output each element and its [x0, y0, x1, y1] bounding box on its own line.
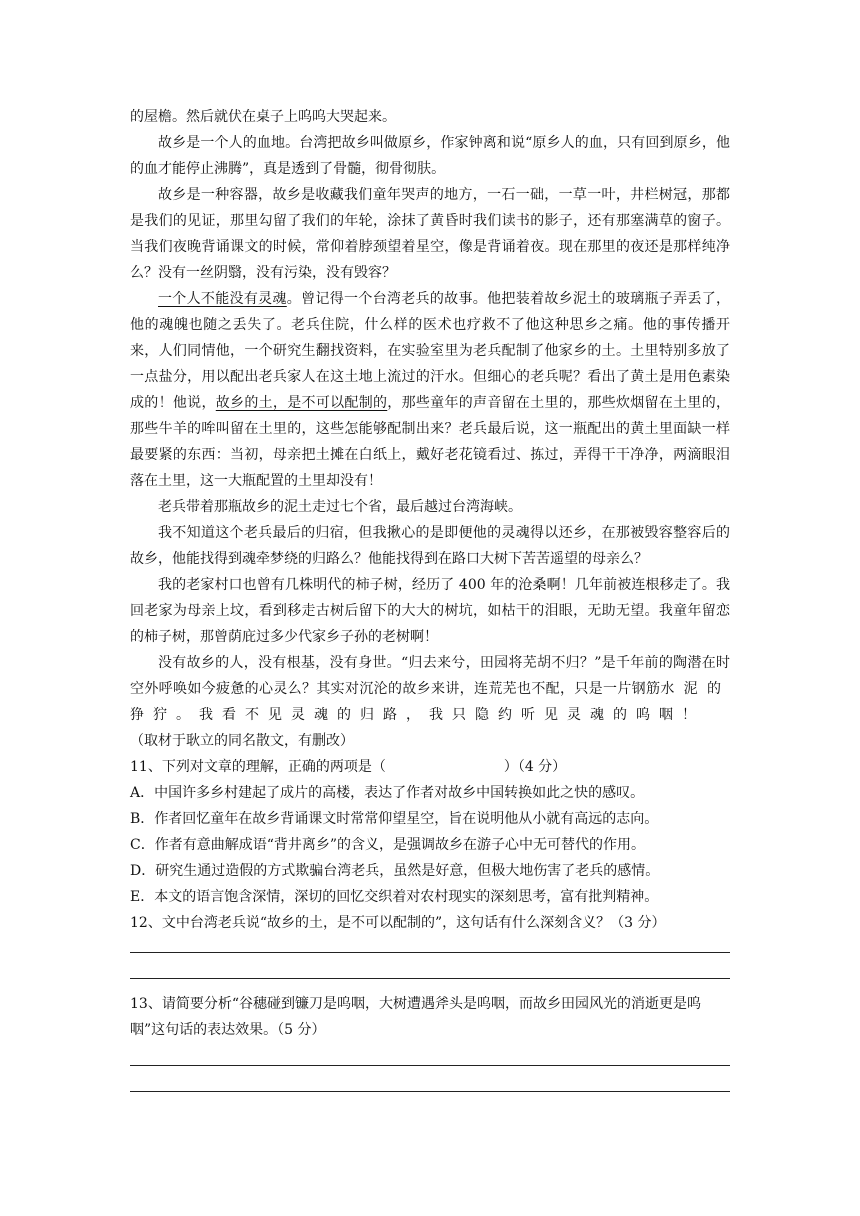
underlined-sentence-soil: 故乡的土，是不可以配制的 — [215, 395, 388, 411]
question-11-score: ）（4 分） — [503, 759, 567, 775]
question-11-stem: 11、下列对文章的理解，正确的两项是（ — [130, 759, 386, 775]
passage-paragraph-7-part-b: 水泥的狰狞。我看不见灵魂的归路，我只隐约听见灵魂的呜咽！ — [130, 681, 731, 723]
exam-page — [130, 104, 730, 1092]
passage-paragraph-3-part-a: 。曾记得一个台湾老兵的故事。他把装着故乡泥土的玻璃瓶子弄丢了，他的魂魄也随之丢失了。老兵住院，什么样的医术也疗救不了他这种思乡之痛。他的事传播开来，人们同情他，一个研究生翻找资料，在实验室里为老兵配制了他家乡的土。土里特别多放了一点盐分，用以配出老兵家人在这土地上流过的汗水。但细心的老兵呢？看出了黄土是用色素染成的！他说， — [130, 291, 731, 411]
passage-paragraph-4: 老兵带着那瓶故乡的泥土走过七个省，最后越过台湾海峡。 — [158, 499, 522, 515]
passage-paragraph-0: 的屋檐。然后就伏在桌子上呜呜大哭起来。 — [130, 109, 396, 125]
passage-paragraph-5: 我不知道这个老兵最后的归宿，但我揪心的是即便他的灵魂得以还乡，在那被毁容整容后的故乡，他能找得到魂牵梦绕的归路么？他能找得到在路口大树下苦苦遥望的母亲么？ — [130, 525, 730, 567]
passage-paragraph-3 — [130, 286, 730, 494]
passage-source: （取材于耿立的同名散文，有删改） — [130, 733, 354, 749]
answer-line-13-2[interactable] — [130, 1091, 730, 1092]
question-12: 12、文中台湾老兵说“故乡的土，是不可以配制的”，这句话有什么深刻含义？（3 分） — [130, 915, 666, 931]
question-11 — [130, 754, 730, 780]
passage-paragraph-6: 我的老家村口也曾有几株明代的柿子树，经历了 400 年的沧桑啊！几年前被连根移走了。我回老家为母亲上坟，看到移走古树后留下的大大的树坑，如枯干的泪眼，无助无望。我童年留恋的柿子树，那曾荫庇过多少代家乡子孙的老树啊！ — [130, 577, 730, 645]
option-b: B．作者回忆童年在故乡背诵课文时常常仰望星空，旨在说明他从小就有高远的志向。 — [130, 811, 659, 827]
option-c: C．作者有意曲解成语“背井离乡”的含义，是强调故乡在游子心中无可替代的作用。 — [130, 837, 646, 853]
passage-paragraph-1: 故乡是一个人的血地。台湾把故乡叫做原乡，作家钟离和说“原乡人的血，只有回到原乡，他的血才能停止沸腾”，真是透到了骨髓，彻骨彻肤。 — [130, 135, 730, 177]
option-a: A．中国许多乡村建起了成片的高楼，表达了作者对故乡中国转换如此之快的感叹。 — [130, 785, 645, 801]
passage-paragraph-3-part-b: ，那些童年的声音留在土里的，那些炊烟留在土里的，那些牛羊的哞叫留在土里的，这些怎能够配制出来？老兵最后说，这一瓶配出的黄土里面缺一样最要紧的东西：当初，母亲把土摊在白纸上，戴好老花镜看过、拣过，弄得干干净净，两滴眼泪落在土里，这一大瓶配置的土里却没有！ — [130, 395, 731, 489]
passage-paragraph-7 — [130, 650, 730, 728]
passage-paragraph-2: 故乡是一种容器，故乡是收藏我们童年哭声的地方，一石一础，一草一叶，井栏树冠，那都是我们的见证，那里勾留了我们的年轮，涂抹了黄昏时我们读书的影子，还有那塞满草的窗子。当我们夜晚背诵课文的时候，常仰着脖颈望着星空，像是背诵着夜。现在那里的夜还是那样纯净么？没有一丝阴翳，没有污染，没有毁容？ — [130, 187, 730, 281]
option-e: E．本文的语言饱含深情，深切的回忆交织着对农村现实的深刻思考，富有批判精神。 — [130, 889, 659, 905]
underlined-sentence-soul: 一个人不能没有灵魂 — [158, 291, 287, 307]
option-d: D．研究生通过造假的方式欺骗台湾老兵，虽然是好意，但极大地伤害了老兵的感情。 — [130, 863, 660, 879]
question-13: 13、请简要分析“谷穗碰到镰刀是呜咽，大树遭遇斧头是呜咽，而故乡田园风光的消逝更是呜咽”这句话的表达效果。（5 分） — [130, 996, 701, 1038]
passage-paragraph-7-part-a: 没有故乡的人，没有根基，没有身世。“归去来兮，田园将芜胡不归？”是千年前的陶潜在时空外呼唤如今疲惫的心灵么？其实对沉沦的故乡来讲，连荒芜也不配，只是一片钢筋 — [130, 655, 730, 697]
